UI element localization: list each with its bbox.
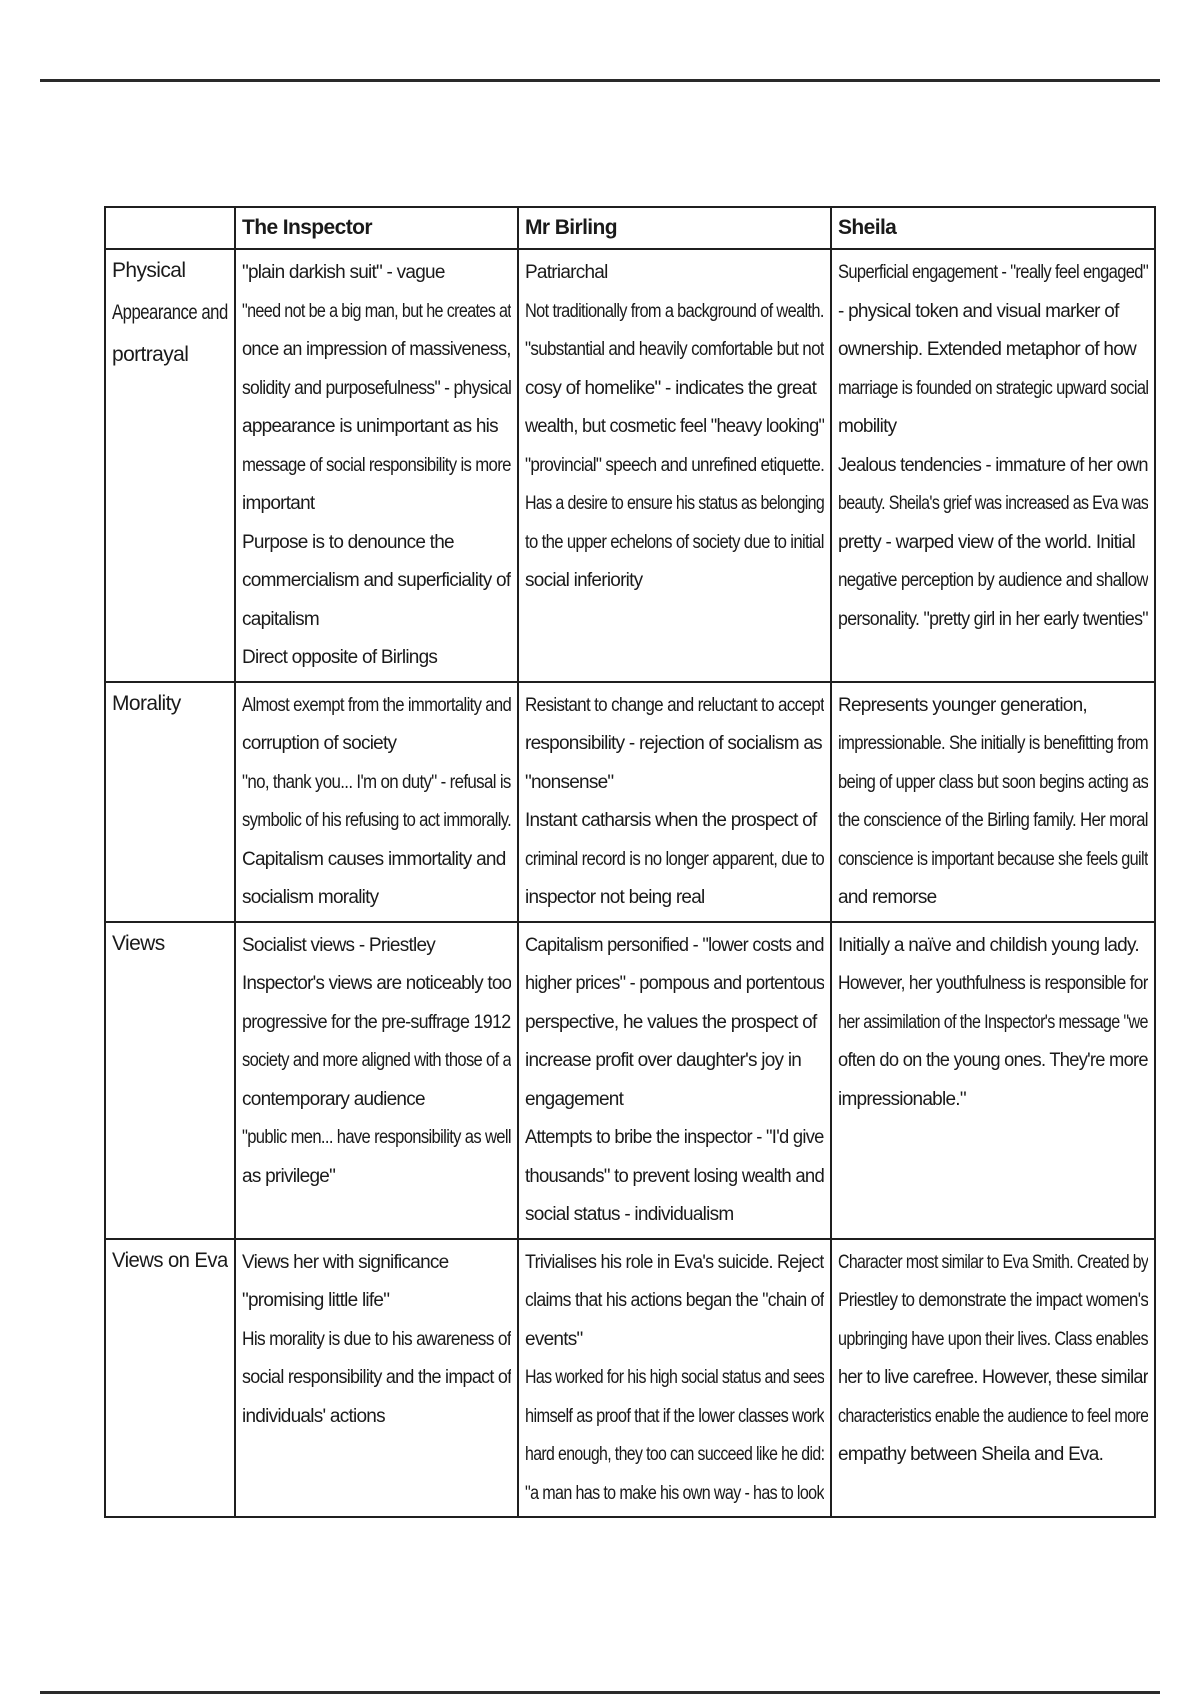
cell-text-line: "nonsense" [525,771,614,793]
cell-text-line: perspective, he values the prospect of [525,1011,817,1033]
cell-text-line: her to live carefree. However, these similar [838,1367,1148,1388]
cell-text-line: responsibility - rejection of socialism as [525,733,822,754]
cell-inspector [235,249,518,682]
cell-text-line: symbolic of his refusing to act immorally. [242,810,511,831]
cell-text-line: "a man has to make his own way - has to look [525,1482,824,1504]
cell-text-line: himself as proof that if the lower classes work [525,1405,824,1427]
cell-text-line: impressionable. She initially is benefitting from [838,733,1148,754]
cell-text-line: empathy between Sheila and Eva. [838,1444,1104,1465]
cell-text-line: capitalism [242,608,319,630]
table-row-physical-appearance [105,249,1155,682]
cell-text-line: appearance is unimportant as his [242,416,498,437]
row-label-line: Physical [112,259,186,282]
character-comparison-table [104,206,1156,1518]
row-label-line: Morality [112,691,181,715]
cell-text-line: contemporary audience [242,1088,425,1110]
character-comparison-table-wrapper [104,206,1154,1518]
cell-text-line: often do on the young ones. They're more [838,1050,1148,1071]
cell-text-line: higher prices" - pompous and portentous [525,973,824,994]
cell-text-line: wealth, but cosmetic feel "heavy looking" [525,416,824,437]
cell-text-line: Capitalism causes immortality and [242,848,506,870]
cell-text-line: "need not be a big man, but he creates at [242,300,511,322]
cell-text-line: inspector not being real [525,887,705,908]
row-label-line: Views on Eva [112,1248,228,1272]
cell-text-line: Resistant to change and reluctant to accept [525,694,824,716]
cell-text-line: the conscience of the Birling family. Her moral [838,810,1148,831]
cell-text-line: Has a desire to ensure his status as belonging [525,493,824,514]
cell-text-line: However, her youthfulness is responsible for [838,973,1148,994]
cell-inspector [235,1239,518,1518]
cell-text-line: "promising little life" [242,1290,390,1311]
row-label-line: portrayal [112,343,189,366]
cell-text-line: commercialism and superficiality of [242,570,511,591]
cell-text-line: her assimilation of the Inspector's message "we [838,1011,1148,1033]
cell-text-line: to the upper echelons of society due to initial [525,531,824,553]
header-sheila: Sheila [831,207,1155,249]
cell-text-line: Character most similar to Eva Smith. Created by [838,1251,1148,1273]
cell-birling [518,682,831,922]
table-row-morality [105,682,1155,922]
cell-text-line: Instant catharsis when the prospect of [525,810,817,831]
header-empty [105,207,235,249]
header-mr-birling: Mr Birling [518,207,831,249]
cell-text-line: society and more aligned with those of a [242,1050,511,1071]
cell-text-line: characteristics enable the audience to feel more [838,1405,1148,1427]
cell-text-line: thousands" to prevent losing wealth and [525,1165,824,1187]
cell-text-line: Represents younger generation, [838,694,1087,716]
cell-text-line: Attempts to bribe the inspector - "I'd give [525,1127,824,1148]
cell-text-line: Direct opposite of Birlings [242,647,438,668]
cell-sheila [831,1239,1155,1518]
cell-text-line: cosy of homelike" - indicates the great [525,377,817,399]
cell-text-line: Socialist views - Priestley [242,934,436,956]
cell-text-line: solidity and purposefulness" - physical [242,377,511,399]
cell-text-line: individuals' actions [242,1405,385,1427]
cell-text-line: hard enough, they too can succeed like he did: [525,1444,824,1465]
cell-text-line: Superficial engagement - "really feel engaged" [838,262,1148,283]
cell-text-line: Purpose is to denounce the [242,531,454,553]
cell-text-line: marriage is founded on strategic upward social [838,377,1148,399]
cell-birling [518,922,831,1239]
table-body [105,249,1155,1517]
cell-text-line: "substantial and heavily comfortable but not [525,339,824,360]
cell-text-line: engagement [525,1088,624,1110]
cell-text-line: Trivialises his role in Eva's suicide. Reject [525,1251,824,1273]
cell-text-line: corruption of society [242,733,397,754]
bottom-rule [40,1691,1160,1694]
cell-text-line: events" [525,1328,583,1350]
cell-text-line: Priestley to demonstrate the impact women's [838,1290,1148,1311]
cell-text-line: - physical token and visual marker of [838,300,1119,322]
cell-text-line: once an impression of massiveness, [242,339,511,360]
cell-sheila [831,922,1155,1239]
table-row-views [105,922,1155,1239]
cell-text-line: pretty - warped view of the world. Initial [838,531,1135,553]
header-row [105,207,1155,249]
cell-text-line: Inspector's views are noticeably too [242,973,511,994]
cell-text-line: socialism morality [242,887,379,908]
row-label [105,1239,235,1518]
cell-text-line: message of social responsibility is more [242,454,511,476]
cell-text-line: Initially a naïve and childish young lady. [838,934,1139,956]
cell-text-line: "no, thank you... I'm on duty" - refusal is [242,771,511,793]
cell-inspector [235,682,518,922]
row-label [105,682,235,922]
row-label [105,249,235,682]
cell-text-line: social responsibility and the impact of [242,1367,511,1388]
cell-text-line: negative perception by audience and shallow [838,570,1148,591]
cell-text-line: "plain darkish suit" - vague [242,262,445,283]
cell-text-line: claims that his actions began the "chain of [525,1290,824,1311]
cell-text-line: conscience is important because she feels guilt [838,848,1148,870]
cell-text-line: Almost exempt from the immortality and [242,694,511,716]
cell-text-line: mobility [838,416,897,437]
cell-text-line: impressionable." [838,1088,966,1110]
cell-sheila [831,249,1155,682]
cell-text-line: His morality is due to his awareness of [242,1328,511,1350]
row-label-line: Appearance and [112,301,228,324]
row-label [105,922,235,1239]
cell-text-line: "provincial" speech and unrefined etiquette. [525,454,824,476]
cell-text-line: Views her with significance [242,1251,449,1273]
cell-sheila [831,682,1155,922]
cell-birling [518,249,831,682]
cell-text-line: and remorse [838,887,937,908]
cell-text-line: Has worked for his high social status and sees [525,1367,824,1388]
cell-text-line: Jealous tendencies - immature of her own [838,454,1148,476]
cell-text-line: as privilege" [242,1165,336,1187]
cell-text-line: increase profit over daughter's joy in [525,1050,802,1071]
cell-text-line: Not traditionally from a background of wealth. [525,300,824,322]
cell-text-line: upbringing have upon their lives. Class enables [838,1328,1148,1350]
cell-text-line: Patriarchal [525,262,608,283]
cell-text-line: social inferiority [525,570,643,591]
table-row-views-on-eva [105,1239,1155,1518]
cell-text-line: personality. "pretty girl in her early twenties" [838,608,1148,630]
cell-text-line: progressive for the pre-suffrage 1912 [242,1011,511,1033]
cell-text-line: ownership. Extended metaphor of how [838,339,1137,360]
cell-text-line: being of upper class but soon begins acting as [838,771,1148,793]
cell-text-line: criminal record is no longer apparent, due to [525,848,824,870]
cell-text-line: important [242,493,315,514]
cell-text-line: Capitalism personified - "lower costs and [525,934,824,956]
cell-birling [518,1239,831,1518]
header-inspector: The Inspector [235,207,518,249]
cell-text-line: beauty. Sheila's grief was increased as Eva was [838,493,1148,514]
cell-text-line: "public men... have responsibility as well [242,1127,511,1148]
row-label-line: Views [112,931,165,955]
cell-text-line: social status - individualism [525,1204,734,1225]
top-rule [40,79,1160,82]
cell-inspector [235,922,518,1239]
